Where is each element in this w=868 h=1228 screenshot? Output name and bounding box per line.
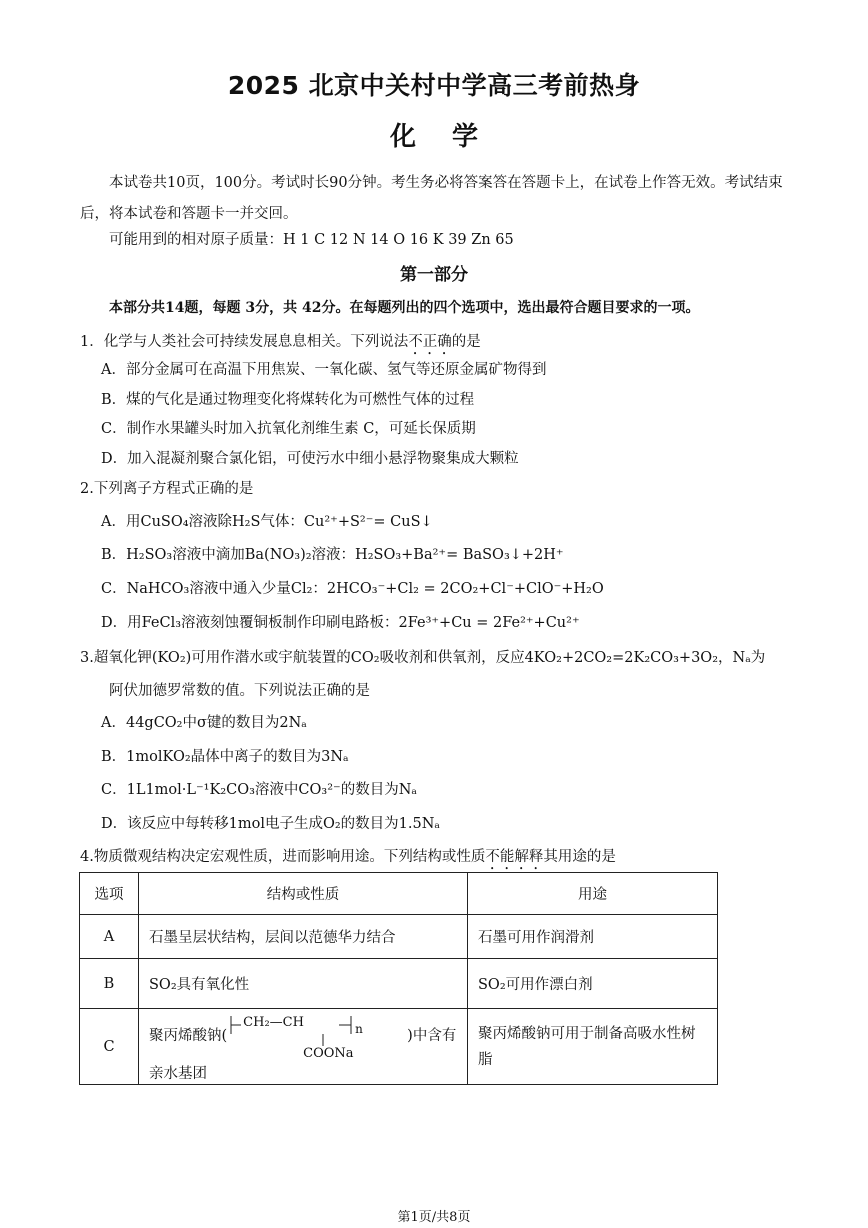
q4-stem-end: 其用途的是 — [543, 849, 616, 865]
q1-option-a: A．部分金属可在高温下用焦炭、一氧化碳、氢气等还原金属矿物得到 — [101, 362, 547, 378]
q1-stem-text: 1．化学与人类社会可持续发展息息相关。下列说法 — [80, 334, 409, 350]
header-property: 结构或性质 — [139, 873, 468, 915]
q3-option-d: D．该反应中每转移1mol电子生成O₂的数目为1.5Nₐ — [101, 816, 441, 832]
row-option: B — [80, 959, 139, 1009]
row-property: 石墨呈层状结构，层间以范德华力结合 — [139, 915, 468, 959]
q1-stem — [80, 330, 481, 358]
property-text-before: 聚丙烯酸钠( — [149, 1028, 228, 1044]
row-property: SO₂具有氧化性 — [139, 959, 468, 1009]
q1-stem-end: 的是 — [451, 334, 481, 350]
header-option: 选项 — [80, 873, 139, 915]
section-note: 本部分共14题，每题 3分，共 42分。在每题列出的四个选项中，选出最符合题目要求的一项。 — [109, 300, 700, 316]
q3-option-b: B．1molKO₂晶体中离子的数目为3Nₐ — [101, 749, 349, 765]
table-row — [80, 915, 718, 959]
row-property — [139, 1009, 468, 1085]
polymer-chain: CH₂—CH — [243, 1015, 304, 1030]
table-row — [80, 1009, 718, 1085]
q3-option-a: A．44gCO₂中σ键的数目为2Nₐ — [101, 715, 307, 731]
q1-option-b: B．煤的气化是通过物理变化将煤转化为可燃性气体的过程 — [101, 392, 475, 408]
polymer-n: n — [355, 1022, 363, 1036]
subject-title: 化学 — [389, 122, 514, 152]
q2-option-b: B．H₂SO₃溶液中滴加Ba(NO₃)₂溶液：H₂SO₃+Ba²⁺= BaSO₃↓+2H⁺ — [101, 547, 564, 563]
section-title: 第一部分 — [400, 265, 468, 285]
polymer-formula — [227, 1010, 407, 1062]
q2-stem: 2.下列离子方程式正确的是 — [80, 481, 254, 497]
atomic-masses: 可能用到的相对原子质量：H 1 C 12 N 14 O 16 K 39 Zn 65 — [109, 232, 514, 248]
q3-option-c: C．1L1mol·L⁻¹K₂CO₃溶液中CO₃²⁻的数目为Nₐ — [101, 782, 417, 798]
table-header-row — [80, 873, 718, 915]
row-use: SO₂可用作漂白剂 — [468, 959, 718, 1009]
polymer-group: COONa — [303, 1046, 354, 1061]
q1-emphasis: 不正确 — [408, 334, 452, 350]
q4-stem-text: 4.物质微观结构决定宏观性质，进而影响用途。下列结构或性质 — [80, 849, 486, 865]
q3-stem-cont: 阿伏加德罗常数的值。下列说法正确的是 — [109, 683, 370, 699]
table-row — [80, 959, 718, 1009]
page-footer: 第1页/共8页 — [397, 1210, 471, 1225]
row-use: 石墨可用作润滑剂 — [468, 915, 718, 959]
property-text-after: )中含有亲水基团 — [149, 1028, 457, 1082]
q1-option-d: D．加入混凝剂聚合氯化铝，可使污水中细小悬浮物聚集成大颗粒 — [101, 451, 519, 467]
q1-option-c: C．制作水果罐头时加入抗氧化剂维生素 C，可延长保质期 — [101, 421, 476, 437]
row-use: 聚丙烯酸钠可用于制备高吸水性树脂 — [468, 1009, 718, 1085]
row-option: A — [80, 915, 139, 959]
exam-instructions: 本试卷共10页，100分。考试时长90分钟。考生务必将答案答在答题卡上，在试卷上作答无效。考试结束后，将本试卷和答题卡一并交回。 — [80, 175, 783, 222]
header-use: 用途 — [468, 873, 718, 915]
q2-option-a: A．用CuSO₄溶液除H₂S气体：Cu²⁺+S²⁻= CuS↓ — [101, 514, 433, 530]
q4-table — [79, 872, 718, 1085]
q3-stem: 3.超氧化钾(KO₂)可用作潜水或宇航装置的CO₂吸收剂和供氧剂，反应4KO₂+2CO₂=2K₂CO₃+3O₂，Nₐ为 — [80, 650, 766, 666]
q2-option-d: D．用FeCl₃溶液刻蚀覆铜板制作印刷电路板：2Fe³⁺+Cu = 2Fe²⁺+Cu²⁺ — [101, 615, 580, 631]
row-option: C — [80, 1009, 139, 1085]
q4-stem — [80, 845, 616, 873]
exam-title: 2025 北京中关村中学高三考前热身 — [227, 71, 641, 100]
q4-emphasis: 不能解释 — [485, 849, 544, 865]
q2-option-c: C．NaHCO₃溶液中通入少量Cl₂：2HCO₃⁻+Cl₂ = 2CO₂+Cl⁻+ClO⁻+H₂O — [101, 581, 604, 597]
